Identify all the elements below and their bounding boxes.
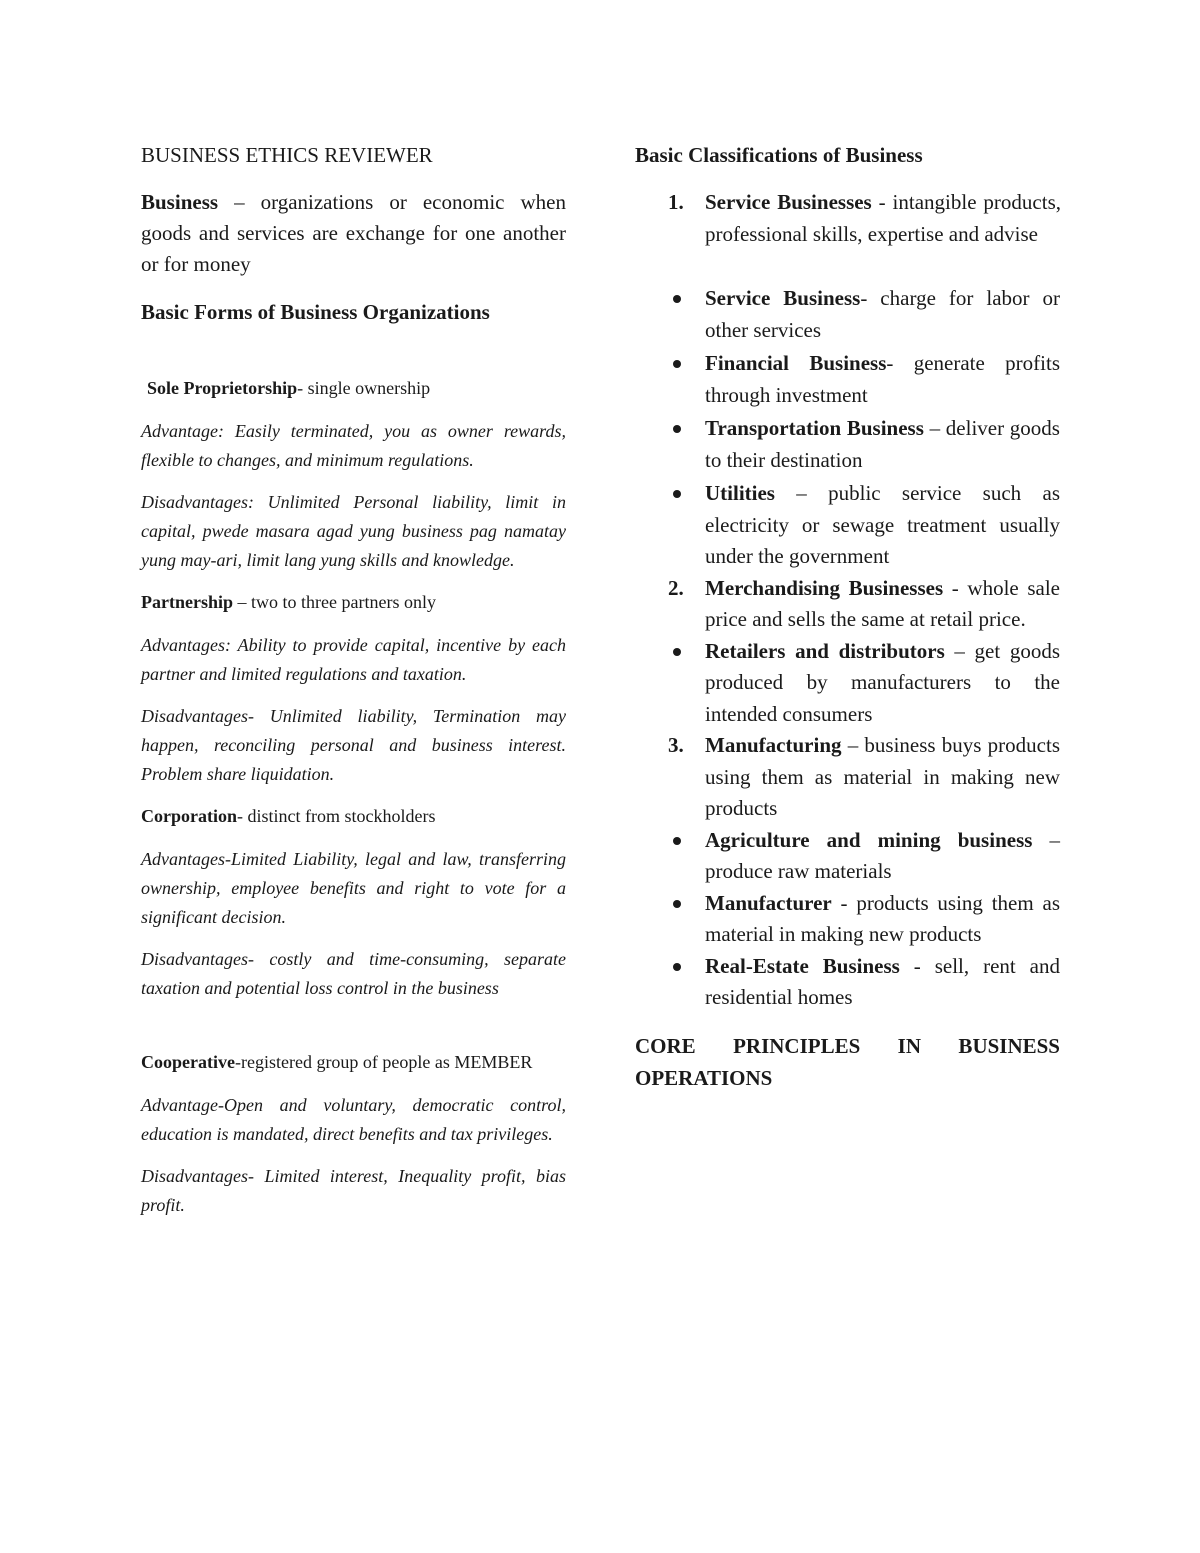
forms-heading: Basic Forms of Business Organizations: [141, 300, 490, 324]
item-def: - whole sale price and sells the same at retail price.: [705, 575, 1061, 631]
item-text: [705, 573, 1060, 636]
sub-item: [565, 283, 1060, 346]
corporation-term: Corporation: [141, 806, 237, 826]
sole-term: Sole Proprietorship: [147, 378, 298, 398]
right-column: [635, 140, 1060, 1094]
sub-item: [565, 478, 1060, 573]
sub-term: Financial Business: [705, 351, 887, 375]
left-column: [141, 140, 566, 1220]
bullet-icon: [673, 900, 681, 908]
sole-proprietorship-definition: [141, 374, 566, 403]
cooperative-definition: [141, 1048, 566, 1077]
sub-def: – produce raw materials: [705, 827, 1060, 883]
bullet-icon: [673, 425, 681, 433]
classification-list-cont: [635, 573, 1060, 636]
document-title: BUSINESS ETHICS REVIEWER: [141, 143, 433, 167]
sub-def: - products using them as material in making new products: [705, 890, 1060, 946]
merchandising-sub-list: [565, 636, 1060, 731]
cooperative-disadvantages: Disadvantages- Limited interest, Inequality profit, bias profit.: [141, 1166, 566, 1215]
bullet-icon: [673, 837, 681, 845]
classifications-heading: Basic Classifications of Business: [635, 143, 923, 167]
item-term: Service Businesses: [705, 190, 872, 214]
sub-term: Manufacturer: [705, 890, 832, 915]
sub-def: - generate profits through investment: [705, 351, 1060, 407]
cooperative-def: -registered group of people as MEMBER: [234, 1052, 533, 1072]
item-number: 3.: [668, 733, 684, 757]
sole-disadvantages: Disadvantages: Unlimited Personal liability, limit in capital, pwede masara agad yung business pag namatay yung may-ari, limit lang yung skills and knowledge.: [141, 492, 566, 570]
sub-item: [565, 348, 1060, 411]
classification-item-manufacturing: [635, 730, 1060, 825]
bullet-icon: [673, 295, 681, 303]
business-def-text: – organizations or economic when goods and services are exchange for one another or for money: [141, 190, 566, 276]
item-number: 1.: [668, 190, 684, 214]
corporation-disadvantages: Disadvantages- costly and time-consuming, separate taxation and potential loss control in the business: [141, 949, 566, 998]
sub-item: [565, 888, 1060, 951]
sub-term: Service Business: [705, 286, 861, 310]
sub-item: [565, 413, 1060, 476]
partnership-advantages: Advantages: Ability to provide capital, incentive by each partner and limited regulations and taxation.: [141, 635, 566, 684]
item-def: - intangible products, professional skills, expertise and advise: [705, 190, 1061, 246]
classification-item-merchandising: [635, 573, 1060, 636]
sub-term: Real-Estate Business: [705, 953, 900, 978]
corporation-definition: [141, 802, 566, 831]
item-text: [705, 730, 1060, 825]
business-definition: [141, 187, 566, 280]
sub-item: [565, 951, 1060, 1014]
sub-def: - sell, rent and residential homes: [705, 953, 1060, 1009]
sub-term: Transportation Business: [705, 416, 924, 440]
sub-term: Utilities: [705, 481, 775, 505]
item-def: – business buys products using them as material in making new products: [705, 733, 1060, 820]
sub-item: [565, 825, 1060, 888]
cooperative-term: Cooperative: [141, 1052, 235, 1072]
classification-list-cont2: [635, 730, 1060, 825]
bullet-icon: [673, 360, 681, 368]
classification-list: [635, 187, 1060, 250]
sub-def: – deliver goods to their destination: [705, 416, 1060, 472]
sole-def: - single ownership: [297, 378, 431, 398]
partnership-def: – two to three partners only: [233, 592, 436, 612]
core-principles-heading: CORE PRINCIPLES IN BUSINESS OPERATIONS: [635, 1033, 1060, 1090]
business-term: Business: [141, 190, 219, 214]
service-sub-list: [565, 283, 1060, 573]
classification-item-service: [635, 187, 1061, 250]
sub-term: Agriculture and mining business: [705, 827, 1033, 852]
partnership-definition: [141, 588, 566, 617]
bullet-icon: [673, 648, 681, 656]
corporation-def: - distinct from stockholders: [237, 806, 436, 826]
bullet-icon: [673, 490, 681, 498]
sub-def: – get goods produced by manufacturers to the intended consumers: [705, 638, 1061, 726]
item-term: Manufacturing: [705, 733, 842, 757]
sub-item: [565, 636, 1060, 731]
partnership-term: Partnership: [141, 592, 233, 612]
sub-term: Retailers and distributors: [705, 638, 945, 663]
cooperative-advantages: Advantage-Open and voluntary, democratic control, education is mandated, direct benefits and tax privileges.: [141, 1095, 566, 1144]
manufacturing-sub-list: [565, 825, 1060, 1014]
sub-def: - charge for labor or other services: [705, 286, 1060, 342]
item-text: [705, 187, 1061, 250]
item-number: 2.: [668, 575, 684, 600]
item-term: Merchandising Businesses: [705, 575, 944, 600]
sub-def: – public service such as electricity or sewage treatment usually under the government: [705, 481, 1060, 568]
partnership-disadvantages: Disadvantages- Unlimited liability, Termination may happen, reconciling personal and business interest. Problem share liquidation.: [141, 706, 566, 784]
bullet-icon: [673, 963, 681, 971]
sole-advantages: Advantage: Easily terminated, you as owner rewards, flexible to changes, and minimum regulations.: [141, 421, 566, 470]
corporation-advantages: Advantages-Limited Liability, legal and law, transferring ownership, employee benefits and right to vote for a significant decision.: [141, 849, 566, 927]
